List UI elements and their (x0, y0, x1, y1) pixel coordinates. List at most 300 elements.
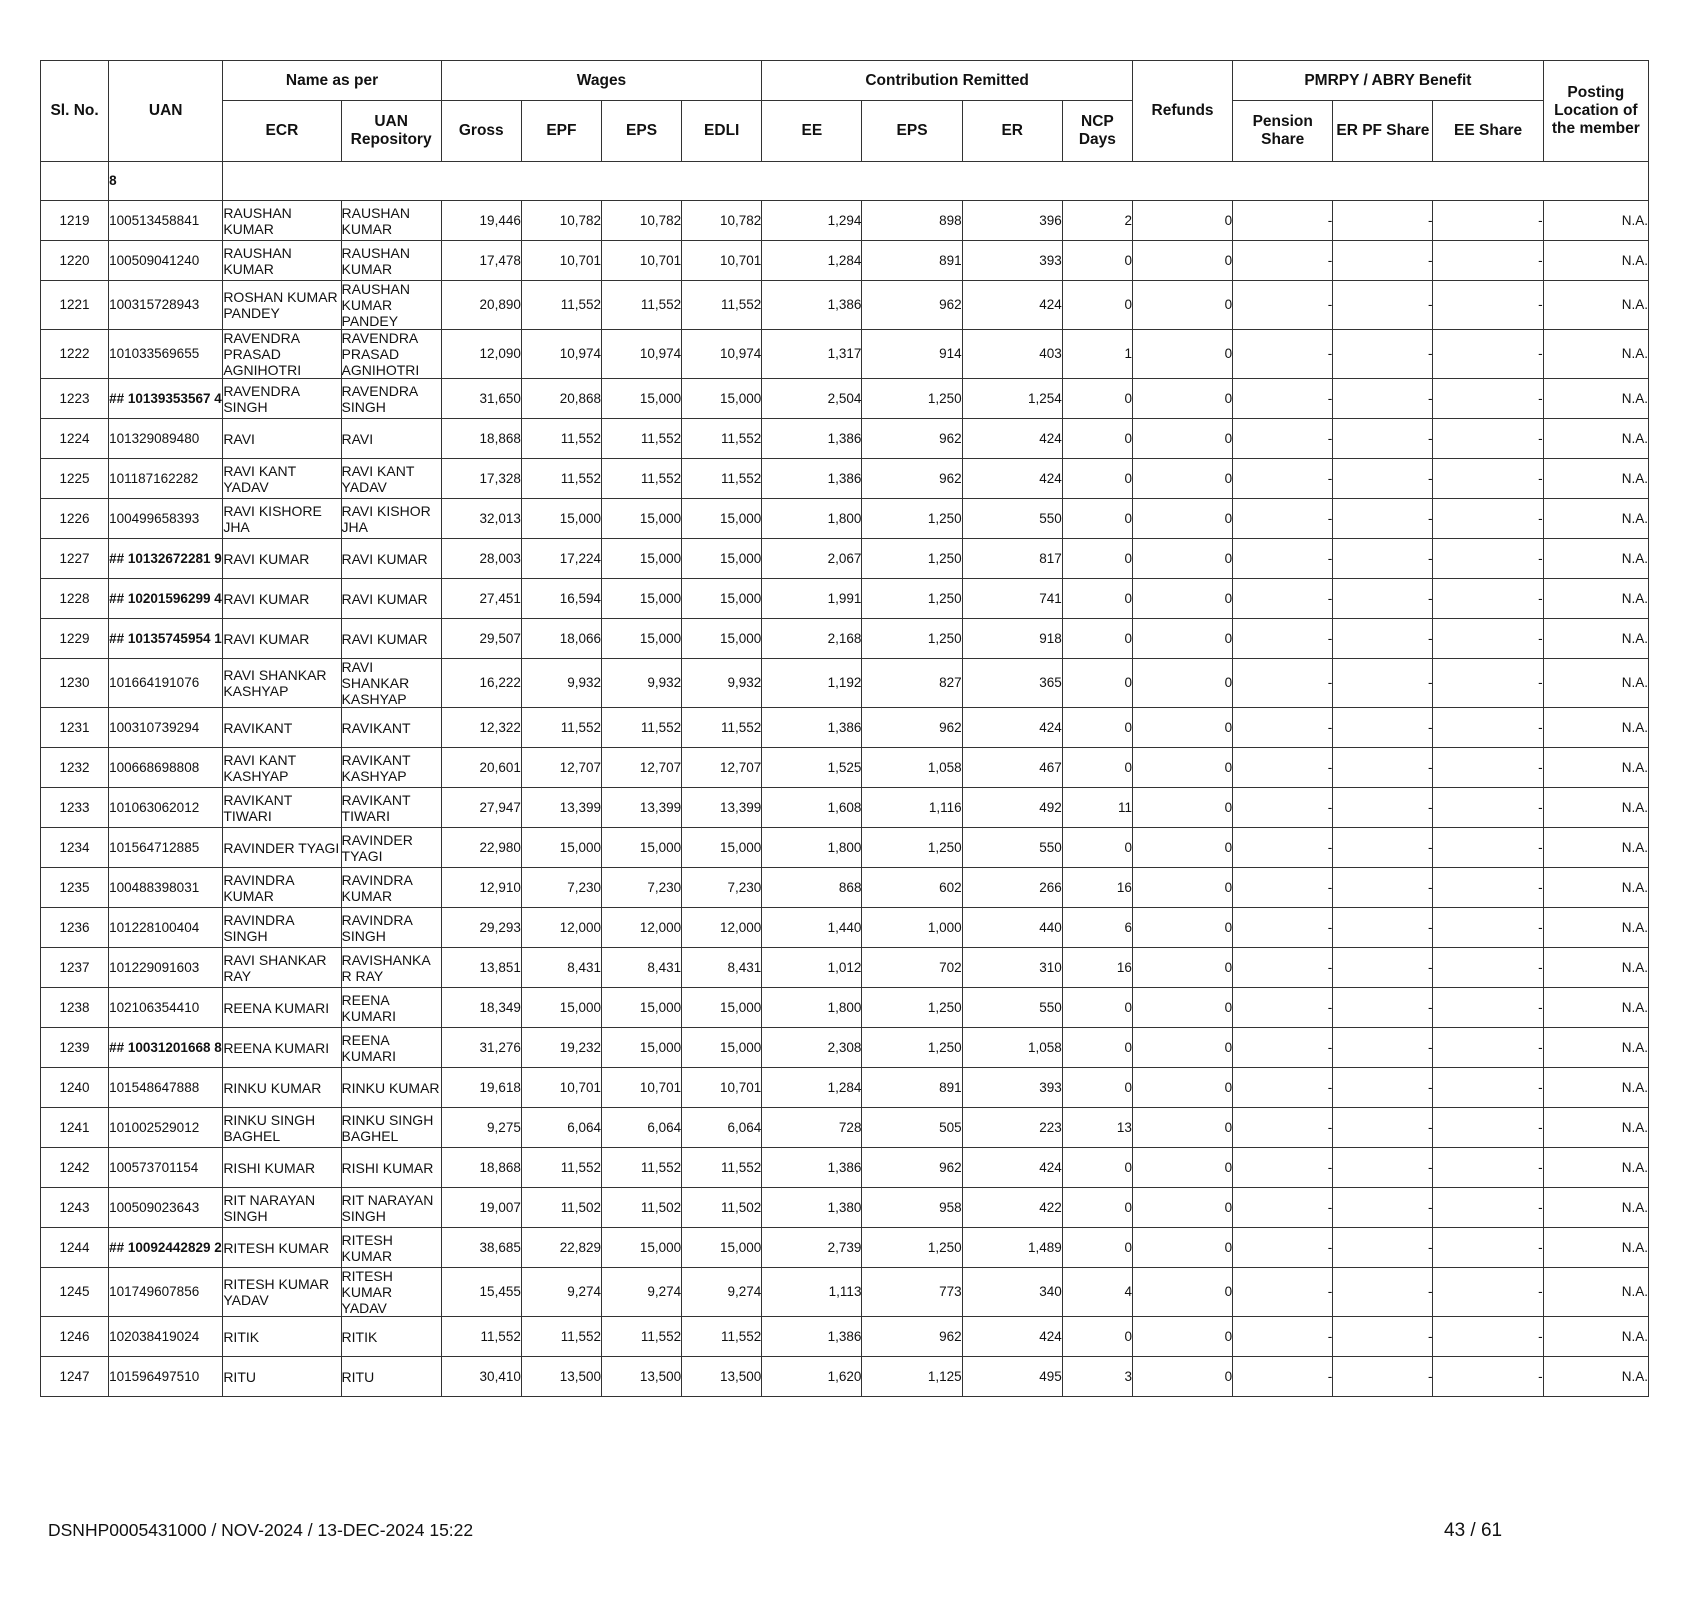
cell-name-uan-repository: RAUSHAN KUMAR PANDEY (341, 281, 441, 330)
cell-name-ecr: RAVI KUMAR (223, 539, 341, 579)
cell-posting-location: N.A. (1543, 1357, 1648, 1397)
cell-refunds: 0 (1132, 379, 1232, 419)
cell-ncp-days: 0 (1062, 281, 1132, 330)
cell-ee-share: - (1433, 619, 1543, 659)
cell-sl-no: 1246 (41, 1317, 109, 1357)
cell-uan: ## 10132672281 9 (109, 539, 223, 579)
cell-gross-wages: 18,868 (441, 1148, 521, 1188)
cell-ncp-days: 0 (1062, 708, 1132, 748)
cell-name-uan-repository: RITESH KUMAR (341, 1228, 441, 1268)
cell-ee-contribution: 1,192 (762, 659, 862, 708)
cell-posting-location: N.A. (1543, 1148, 1648, 1188)
cell-er-pf-share: - (1333, 708, 1433, 748)
cell-sl-no: 1220 (41, 241, 109, 281)
cell-gross-wages: 22,980 (441, 828, 521, 868)
cell-edli-wages: 15,000 (682, 619, 762, 659)
cell-eps-wages: 11,502 (601, 1188, 681, 1228)
cell-sl-no: 1226 (41, 499, 109, 539)
cell-pension-share: - (1233, 1068, 1333, 1108)
cell-posting-location: N.A. (1543, 988, 1648, 1028)
table-row (41, 868, 1649, 908)
cell-eps-wages: 11,552 (601, 281, 681, 330)
cell-pension-share: - (1233, 1028, 1333, 1068)
cell-gross-wages: 19,007 (441, 1188, 521, 1228)
cell-er-pf-share: - (1333, 1268, 1433, 1317)
table-row (41, 1228, 1649, 1268)
cell-refunds: 0 (1132, 579, 1232, 619)
cell-eps-contribution: 962 (862, 1317, 962, 1357)
cell-er-pf-share: - (1333, 1357, 1433, 1397)
cell-uan: 101033569655 (109, 330, 223, 379)
cell-ee-share: - (1433, 1268, 1543, 1317)
cell-refunds: 0 (1132, 708, 1232, 748)
cell-epf-wages: 11,552 (521, 419, 601, 459)
cell-eps-wages: 10,974 (601, 330, 681, 379)
cell-ee-share: - (1433, 1188, 1543, 1228)
cell-ee-share: - (1433, 1148, 1543, 1188)
cell-eps-contribution: 1,250 (862, 499, 962, 539)
cell-epf-wages: 13,399 (521, 788, 601, 828)
continuation-sl (41, 162, 109, 201)
cell-refunds: 0 (1132, 419, 1232, 459)
cell-ee-contribution: 1,294 (762, 201, 862, 241)
cell-sl-no: 1240 (41, 1068, 109, 1108)
cell-name-ecr: RAVENDRA SINGH (223, 379, 341, 419)
cell-sl-no: 1230 (41, 659, 109, 708)
cell-uan: ## 10092442829 2 (109, 1228, 223, 1268)
cell-er-contribution: 1,058 (962, 1028, 1062, 1068)
cell-name-ecr: RAVIKANT (223, 708, 341, 748)
cell-er-pf-share: - (1333, 788, 1433, 828)
cell-er-pf-share: - (1333, 419, 1433, 459)
cell-posting-location: N.A. (1543, 748, 1648, 788)
cell-name-ecr: RAVI KANT KASHYAP (223, 748, 341, 788)
cell-name-uan-repository: RAVISHANKA R RAY (341, 948, 441, 988)
cell-refunds: 0 (1132, 868, 1232, 908)
cell-posting-location: N.A. (1543, 1068, 1648, 1108)
cell-er-contribution: 403 (962, 330, 1062, 379)
header-pension-share: Pension Share (1233, 101, 1333, 162)
cell-edli-wages: 11,552 (682, 1317, 762, 1357)
cell-ee-contribution: 2,067 (762, 539, 862, 579)
cell-ee-contribution: 1,620 (762, 1357, 862, 1397)
cell-name-uan-repository: RAVI KISHOR JHA (341, 499, 441, 539)
cell-eps-contribution: 962 (862, 1148, 962, 1188)
cell-edli-wages: 9,932 (682, 659, 762, 708)
cell-eps-contribution: 962 (862, 419, 962, 459)
cell-er-pf-share: - (1333, 1228, 1433, 1268)
cell-eps-contribution: 1,250 (862, 539, 962, 579)
cell-name-ecr: RIT NARAYAN SINGH (223, 1188, 341, 1228)
cell-epf-wages: 10,782 (521, 201, 601, 241)
cell-uan: 101063062012 (109, 788, 223, 828)
header-name-as-per: Name as per (223, 61, 441, 101)
cell-er-pf-share: - (1333, 1317, 1433, 1357)
cell-uan: 100573701154 (109, 1148, 223, 1188)
cell-er-contribution: 1,489 (962, 1228, 1062, 1268)
cell-uan: 101187162282 (109, 459, 223, 499)
cell-name-uan-repository: RINKU SINGH BAGHEL (341, 1108, 441, 1148)
cell-epf-wages: 15,000 (521, 499, 601, 539)
cell-er-pf-share: - (1333, 619, 1433, 659)
cell-eps-contribution: 702 (862, 948, 962, 988)
cell-er-pf-share: - (1333, 579, 1433, 619)
cell-ee-contribution: 1,380 (762, 1188, 862, 1228)
cell-ncp-days: 13 (1062, 1108, 1132, 1148)
cell-uan: 101002529012 (109, 1108, 223, 1148)
cell-eps-contribution: 898 (862, 201, 962, 241)
header-ecr: ECR (223, 101, 341, 162)
cell-edli-wages: 10,974 (682, 330, 762, 379)
cell-eps-contribution: 958 (862, 1188, 962, 1228)
cell-name-ecr: REENA KUMARI (223, 1028, 341, 1068)
cell-gross-wages: 13,851 (441, 948, 521, 988)
cell-eps-wages: 8,431 (601, 948, 681, 988)
cell-gross-wages: 12,322 (441, 708, 521, 748)
cell-eps-contribution: 602 (862, 868, 962, 908)
cell-name-uan-repository: RAUSHAN KUMAR (341, 241, 441, 281)
cell-ncp-days: 0 (1062, 539, 1132, 579)
cell-eps-wages: 15,000 (601, 539, 681, 579)
cell-edli-wages: 10,782 (682, 201, 762, 241)
cell-ncp-days: 0 (1062, 499, 1132, 539)
header-uan-repository: UAN Repository (341, 101, 441, 162)
cell-eps-contribution: 914 (862, 330, 962, 379)
cell-eps-contribution: 962 (862, 281, 962, 330)
cell-er-contribution: 424 (962, 1317, 1062, 1357)
cell-ncp-days: 16 (1062, 868, 1132, 908)
cell-ncp-days: 16 (1062, 948, 1132, 988)
cell-ncp-days: 0 (1062, 241, 1132, 281)
cell-name-ecr: RAVI SHANKAR KASHYAP (223, 659, 341, 708)
cell-uan: 101329089480 (109, 419, 223, 459)
cell-pension-share: - (1233, 1188, 1333, 1228)
cell-uan: 102038419024 (109, 1317, 223, 1357)
cell-name-ecr: ROSHAN KUMAR PANDEY (223, 281, 341, 330)
cell-uan: ## 10031201668 8 (109, 1028, 223, 1068)
cell-ee-share: - (1433, 708, 1543, 748)
cell-pension-share: - (1233, 379, 1333, 419)
cell-ncp-days: 2 (1062, 201, 1132, 241)
cell-pension-share: - (1233, 988, 1333, 1028)
cell-sl-no: 1243 (41, 1188, 109, 1228)
header-er: ER (962, 101, 1062, 162)
cell-ee-contribution: 1,113 (762, 1268, 862, 1317)
cell-pension-share: - (1233, 868, 1333, 908)
cell-edli-wages: 15,000 (682, 379, 762, 419)
cell-gross-wages: 20,890 (441, 281, 521, 330)
cell-gross-wages: 27,451 (441, 579, 521, 619)
cell-refunds: 0 (1132, 539, 1232, 579)
cell-ee-share: - (1433, 281, 1543, 330)
cell-posting-location: N.A. (1543, 539, 1648, 579)
cell-ee-share: - (1433, 1317, 1543, 1357)
cell-ncp-days: 1 (1062, 330, 1132, 379)
cell-gross-wages: 18,868 (441, 419, 521, 459)
cell-edli-wages: 15,000 (682, 579, 762, 619)
document-reference: DSNHP0005431000 / NOV-2024 / 13-DEC-2024 15:22 (48, 1520, 474, 1540)
cell-gross-wages: 38,685 (441, 1228, 521, 1268)
table-row (41, 708, 1649, 748)
cell-name-ecr: RAUSHAN KUMAR (223, 241, 341, 281)
contribution-table (40, 60, 1649, 1397)
cell-epf-wages: 12,707 (521, 748, 601, 788)
cell-er-pf-share: - (1333, 908, 1433, 948)
cell-uan: 100315728943 (109, 281, 223, 330)
cell-edli-wages: 6,064 (682, 1108, 762, 1148)
cell-name-uan-repository: RAVINDRA SINGH (341, 908, 441, 948)
cell-sl-no: 1231 (41, 708, 109, 748)
cell-ee-share: - (1433, 988, 1543, 1028)
cell-name-uan-repository: RAVI KUMAR (341, 579, 441, 619)
cell-eps-contribution: 773 (862, 1268, 962, 1317)
cell-uan: 100509041240 (109, 241, 223, 281)
cell-ncp-days: 0 (1062, 1148, 1132, 1188)
continuation-spacer (223, 162, 1649, 201)
cell-er-contribution: 550 (962, 988, 1062, 1028)
cell-edli-wages: 11,552 (682, 419, 762, 459)
cell-posting-location: N.A. (1543, 1188, 1648, 1228)
cell-eps-contribution: 1,058 (862, 748, 962, 788)
cell-uan: 101664191076 (109, 659, 223, 708)
cell-name-ecr: RAVIKANT TIWARI (223, 788, 341, 828)
cell-name-uan-repository: RITESH KUMAR YADAV (341, 1268, 441, 1317)
cell-name-ecr: RAVI KUMAR (223, 619, 341, 659)
cell-ncp-days: 0 (1062, 619, 1132, 659)
cell-eps-contribution: 1,116 (862, 788, 962, 828)
cell-pension-share: - (1233, 1108, 1333, 1148)
cell-name-uan-repository: RAUSHAN KUMAR (341, 201, 441, 241)
cell-ncp-days: 0 (1062, 579, 1132, 619)
cell-name-ecr: RAVINDRA SINGH (223, 908, 341, 948)
cell-uan: 102106354410 (109, 988, 223, 1028)
cell-pension-share: - (1233, 619, 1333, 659)
cell-ee-contribution: 1,386 (762, 419, 862, 459)
table-row (41, 379, 1649, 419)
cell-ncp-days: 0 (1062, 748, 1132, 788)
cell-er-contribution: 817 (962, 539, 1062, 579)
cell-epf-wages: 10,974 (521, 330, 601, 379)
cell-sl-no: 1244 (41, 1228, 109, 1268)
cell-refunds: 0 (1132, 1108, 1232, 1148)
cell-er-contribution: 440 (962, 908, 1062, 948)
cell-epf-wages: 6,064 (521, 1108, 601, 1148)
table-row (41, 1317, 1649, 1357)
cell-eps-contribution: 1,250 (862, 619, 962, 659)
cell-ee-share: - (1433, 948, 1543, 988)
cell-er-pf-share: - (1333, 948, 1433, 988)
cell-epf-wages: 8,431 (521, 948, 601, 988)
cell-eps-wages: 15,000 (601, 828, 681, 868)
cell-ee-share: - (1433, 748, 1543, 788)
cell-posting-location: N.A. (1543, 499, 1648, 539)
cell-gross-wages: 15,455 (441, 1268, 521, 1317)
cell-ee-contribution: 2,504 (762, 379, 862, 419)
cell-gross-wages: 18,349 (441, 988, 521, 1028)
cell-eps-contribution: 962 (862, 708, 962, 748)
cell-ee-contribution: 1,284 (762, 241, 862, 281)
cell-sl-no: 1241 (41, 1108, 109, 1148)
cell-ee-share: - (1433, 868, 1543, 908)
cell-ee-contribution: 1,317 (762, 330, 862, 379)
cell-er-contribution: 266 (962, 868, 1062, 908)
cell-ee-contribution: 1,525 (762, 748, 862, 788)
cell-ee-share: - (1433, 499, 1543, 539)
cell-posting-location: N.A. (1543, 201, 1648, 241)
cell-sl-no: 1239 (41, 1028, 109, 1068)
cell-pension-share: - (1233, 241, 1333, 281)
cell-name-ecr: RITIK (223, 1317, 341, 1357)
header-edli: EDLI (682, 101, 762, 162)
cell-ee-contribution: 868 (762, 868, 862, 908)
cell-sl-no: 1219 (41, 201, 109, 241)
cell-edli-wages: 11,552 (682, 281, 762, 330)
cell-epf-wages: 9,274 (521, 1268, 601, 1317)
cell-edli-wages: 11,502 (682, 1188, 762, 1228)
cell-ncp-days: 11 (1062, 788, 1132, 828)
cell-ee-contribution: 1,386 (762, 1317, 862, 1357)
cell-refunds: 0 (1132, 1028, 1232, 1068)
cell-edli-wages: 15,000 (682, 539, 762, 579)
cell-er-contribution: 223 (962, 1108, 1062, 1148)
cell-sl-no: 1227 (41, 539, 109, 579)
cell-eps-contribution: 1,125 (862, 1357, 962, 1397)
cell-eps-contribution: 1,000 (862, 908, 962, 948)
cell-pension-share: - (1233, 539, 1333, 579)
cell-er-contribution: 918 (962, 619, 1062, 659)
table-row (41, 1028, 1649, 1068)
cell-eps-wages: 9,274 (601, 1268, 681, 1317)
cell-edli-wages: 15,000 (682, 988, 762, 1028)
page-number: 43 / 61 (1444, 1520, 1503, 1541)
cell-ee-contribution: 1,386 (762, 708, 862, 748)
cell-posting-location: N.A. (1543, 1317, 1648, 1357)
cell-gross-wages: 19,446 (441, 201, 521, 241)
cell-sl-no: 1236 (41, 908, 109, 948)
cell-sl-no: 1229 (41, 619, 109, 659)
cell-eps-wages: 15,000 (601, 988, 681, 1028)
cell-name-uan-repository: RAVIKANT KASHYAP (341, 748, 441, 788)
cell-name-ecr: RITU (223, 1357, 341, 1397)
cell-sl-no: 1247 (41, 1357, 109, 1397)
cell-eps-wages: 12,000 (601, 908, 681, 948)
table-row (41, 1268, 1649, 1317)
cell-eps-contribution: 1,250 (862, 1028, 962, 1068)
cell-ee-share: - (1433, 908, 1543, 948)
table-row (41, 1108, 1649, 1148)
cell-ee-share: - (1433, 539, 1543, 579)
cell-pension-share: - (1233, 908, 1333, 948)
cell-ee-share: - (1433, 659, 1543, 708)
cell-er-contribution: 424 (962, 281, 1062, 330)
cell-edli-wages: 10,701 (682, 1068, 762, 1108)
cell-eps-contribution: 962 (862, 459, 962, 499)
cell-edli-wages: 11,552 (682, 459, 762, 499)
cell-er-contribution: 467 (962, 748, 1062, 788)
table-row (41, 1148, 1649, 1188)
cell-name-uan-repository: RISHI KUMAR (341, 1148, 441, 1188)
cell-name-ecr: RAVI KANT YADAV (223, 459, 341, 499)
cell-er-pf-share: - (1333, 1188, 1433, 1228)
cell-uan: 101564712885 (109, 828, 223, 868)
cell-uan: 101596497510 (109, 1357, 223, 1397)
cell-ncp-days: 0 (1062, 1068, 1132, 1108)
cell-name-uan-repository: RITU (341, 1357, 441, 1397)
cell-name-uan-repository: RAVI KANT YADAV (341, 459, 441, 499)
cell-sl-no: 1228 (41, 579, 109, 619)
cell-er-contribution: 741 (962, 579, 1062, 619)
header-uan: UAN (109, 61, 223, 162)
cell-posting-location: N.A. (1543, 330, 1648, 379)
cell-ee-contribution: 1,284 (762, 1068, 862, 1108)
cell-eps-wages: 15,000 (601, 379, 681, 419)
cell-name-uan-repository: RAVI (341, 419, 441, 459)
cell-pension-share: - (1233, 748, 1333, 788)
cell-refunds: 0 (1132, 281, 1232, 330)
cell-refunds: 0 (1132, 1228, 1232, 1268)
cell-gross-wages: 17,328 (441, 459, 521, 499)
cell-name-ecr: RAVI (223, 419, 341, 459)
cell-uan: 100513458841 (109, 201, 223, 241)
cell-refunds: 0 (1132, 1188, 1232, 1228)
table-row (41, 539, 1649, 579)
cell-gross-wages: 32,013 (441, 499, 521, 539)
cell-posting-location: N.A. (1543, 708, 1648, 748)
cell-epf-wages: 20,868 (521, 379, 601, 419)
cell-name-ecr: RAVI KUMAR (223, 579, 341, 619)
cell-name-ecr: RAVI KISHORE JHA (223, 499, 341, 539)
cell-er-contribution: 1,254 (962, 379, 1062, 419)
header-ee-share: EE Share (1433, 101, 1543, 162)
cell-ncp-days: 0 (1062, 459, 1132, 499)
cell-posting-location: N.A. (1543, 379, 1648, 419)
cell-name-uan-repository: RIT NARAYAN SINGH (341, 1188, 441, 1228)
cell-refunds: 0 (1132, 908, 1232, 948)
cell-ee-share: - (1433, 201, 1543, 241)
cell-sl-no: 1225 (41, 459, 109, 499)
table-body (41, 162, 1649, 1397)
cell-sl-no: 1223 (41, 379, 109, 419)
header-wages: Wages (441, 61, 762, 101)
cell-refunds: 0 (1132, 788, 1232, 828)
cell-epf-wages: 11,552 (521, 1148, 601, 1188)
cell-uan: 101228100404 (109, 908, 223, 948)
cell-eps-wages: 15,000 (601, 499, 681, 539)
cell-sl-no: 1242 (41, 1148, 109, 1188)
cell-ee-share: - (1433, 579, 1543, 619)
cell-eps-contribution: 827 (862, 659, 962, 708)
cell-posting-location: N.A. (1543, 788, 1648, 828)
cell-ee-contribution: 1,386 (762, 281, 862, 330)
cell-edli-wages: 11,552 (682, 1148, 762, 1188)
cell-er-contribution: 393 (962, 1068, 1062, 1108)
cell-name-ecr: RAVI SHANKAR RAY (223, 948, 341, 988)
cell-ee-share: - (1433, 1068, 1543, 1108)
cell-eps-wages: 13,500 (601, 1357, 681, 1397)
cell-eps-wages: 11,552 (601, 419, 681, 459)
cell-name-uan-repository: RAVIKANT (341, 708, 441, 748)
cell-eps-wages: 15,000 (601, 579, 681, 619)
cell-edli-wages: 15,000 (682, 1028, 762, 1068)
cell-epf-wages: 22,829 (521, 1228, 601, 1268)
cell-posting-location: N.A. (1543, 459, 1648, 499)
cell-ee-share: - (1433, 788, 1543, 828)
cell-ee-contribution: 1,012 (762, 948, 862, 988)
cell-sl-no: 1238 (41, 988, 109, 1028)
cell-refunds: 0 (1132, 1148, 1232, 1188)
cell-edli-wages: 15,000 (682, 828, 762, 868)
cell-uan: 101229091603 (109, 948, 223, 988)
